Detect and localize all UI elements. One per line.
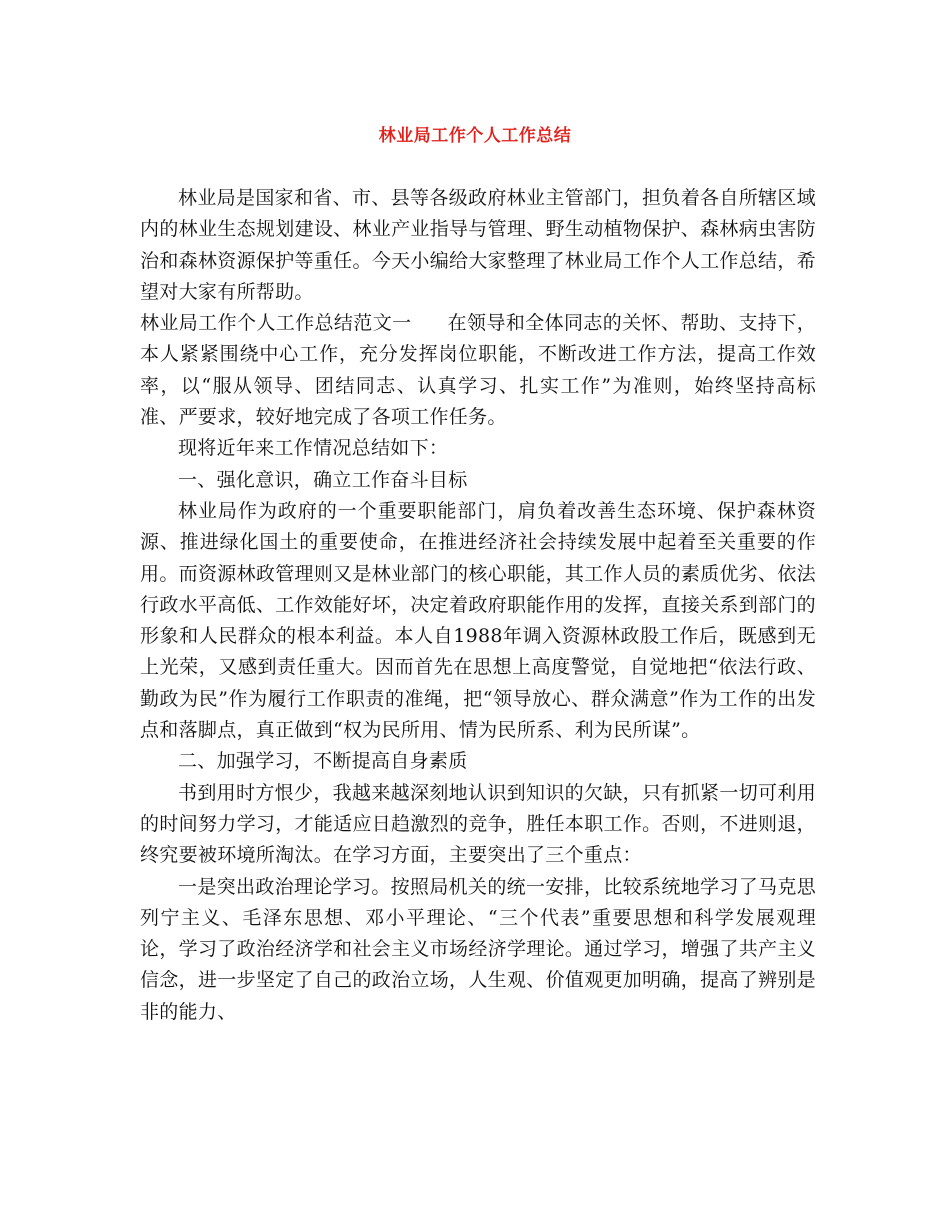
section1-body: 林业局作为政府的一个重要职能部门，肩负着改善生态环境、保护森林资源、推进绿化国土的重要使命，在推进经济社会持续发展中起着至关重要的作用。而资源林政管理则又是林业部门的核心职能，其工作人员的素质优劣、依法行政水平高低、工作效能好坏，决定着政府职能作用的发挥，直接关系到部门的形象和人民群众的根本利益。本人自1988年调入资源林政股工作后，既感到无上光荣，又感到责任重大。因而首先在思想上高度警觉，自觉地把“依法行政、勤政为民”作为履行工作职责的准绳，把“领导放心、群众满意”作为工作的出发点和落脚点，真正做到“权为民所用、情为民所系、利为民所谋”。 (140, 499, 816, 742)
sample-paragraph (140, 308, 816, 433)
section2-heading: 二、加强学习，不断提高自身素质 (178, 750, 468, 773)
intro-paragraph: 林业局是国家和省、市、县等各级政府林业主管部门，担负着各自所辖区域内的林业生态规划建设、林业产业指导与管理、野生动植物保护、森林病虫害防治和森林资源保护等重任。今天小编给大家整理了林业局工作个人工作总结，希望对大家有所帮助。 (140, 187, 816, 303)
section2-point1: 一是突出政治理论学习。按照局机关的统一安排，比较系统地学习了马克思列宁主义、毛泽东思想、邓小平理论、“三个代表”重要思想和科学发展观理论，学习了政治经济学和社会主义市场经济学理论。通过学习，增强了共产主义信念，进一步坚定了自己的政治立场，人生观、价值观更加明确，提高了辨别是非的能力、 (140, 875, 816, 1023)
section2-body: 书到用时方恨少，我越来越深刻地认识到知识的欠缺，只有抓紧一切可利用的时间努力学习，才能适应日趋激烈的竞争，胜任本职工作。否则，不进则退，终究要被环境所淘汰。在学习方面，主要突出了三个重点： (140, 781, 816, 867)
section1-heading: 一、强化意识，确立工作奋斗目标 (178, 468, 468, 491)
sample-heading: 林业局工作个人工作总结范文一 (140, 312, 412, 335)
summary-lead: 现将近年来工作情况总结如下： (178, 437, 449, 460)
sample-opening: 在领导和全体同志的关怀、帮助、支持下，本人紧紧围绕中心工作，充分发挥岗位职能，不断改进工作方法，提高工作效率，以“服从领导、团结同志、认真学习、扎实工作”为准则，始终坚持高标准、严要求，较好地完成了各项工作任务。 (140, 312, 817, 429)
document-title: 林业局工作个人工作总结 (378, 126, 572, 146)
document-body (140, 183, 816, 1028)
